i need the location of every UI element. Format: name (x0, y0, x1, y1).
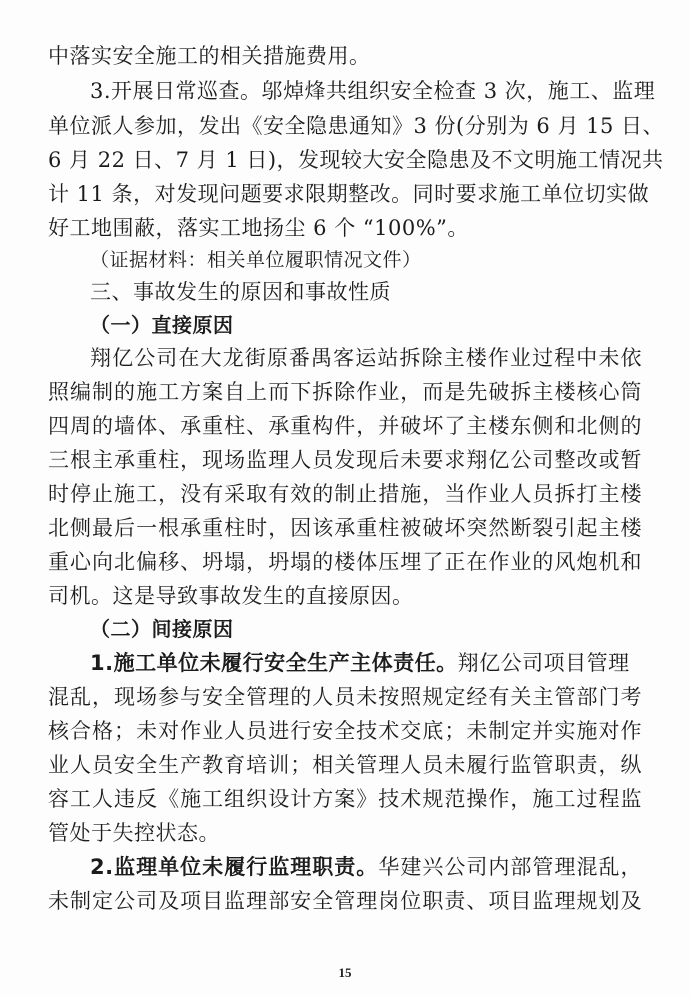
subsection-heading-indirect-cause: （二）间接原因 (90, 617, 234, 641)
paragraph-line: 照编制的施工方案自上而下拆除作业，而是先破拆主楼核心筒 (48, 380, 642, 404)
paragraph-line: 混乱，现场参与安全管理的人员未按照规定经有关主管部门考 (48, 685, 642, 709)
paragraph-line: 管处于失控状态。 (48, 821, 220, 845)
paragraph-line: 单位派人参加，发出《安全隐患通知》3 份(分别为 6 月 15 日、 (48, 114, 665, 138)
item-heading-construction-unit: 1.施工单位未履行安全生产主体责任。 (90, 651, 458, 675)
paragraph-line (90, 853, 642, 881)
paragraph-line: 三根主承重柱，现场监理人员发现后未要求翔亿公司整改或暂 (48, 448, 642, 472)
paragraph-line (90, 649, 642, 677)
paragraph-line: 重心向北偏移、坍塌，坍塌的楼体压埋了正在作业的风炮机和 (48, 550, 642, 574)
paragraph-line: 翔亿公司在大龙街原番禺客运站拆除主楼作业过程中未依 (90, 346, 642, 370)
paragraph-line: 3.开展日常巡查。邬焯烽共组织安全检查 3 次，施工、监理 (90, 79, 656, 103)
paragraph-line: 北侧最后一根承重柱时，因该承重柱被破坏突然断裂引起主楼 (48, 516, 642, 540)
item-text: 华建兴公司内部管理混乱， (378, 855, 642, 879)
paragraph-line: 未制定公司及项目监理部安全管理岗位职责、项目监理规划及 (48, 889, 642, 913)
item-heading-supervision-unit: 2.监理单位未履行监理职责。 (90, 855, 379, 879)
paragraph-line: 业人员安全生产教育培训；相关管理人员未履行监管职责，纵 (48, 753, 642, 777)
paragraph-line: 时停止施工，没有采取有效的制止措施，当作业人员拆打主楼 (48, 482, 642, 506)
paragraph-line: 好工地围蔽，落实工地扬尘 6 个 “100%”。 (48, 216, 469, 240)
paragraph-line: 四周的墙体、承重柱、承重构件，并破坏了主楼东侧和北侧的 (48, 414, 642, 438)
subsection-heading-direct-cause: （一）直接原因 (90, 313, 234, 337)
evidence-note: （证据材料：相关单位履职情况文件） (90, 249, 422, 271)
paragraph-line: 6 月 22 日、7 月 1 日)，发现较大安全隐患及不文明施工情况共 (48, 148, 664, 172)
paragraph-line: 司机。这是导致事故发生的直接原因。 (48, 584, 414, 608)
section-heading: 三、事故发生的原因和事故性质 (90, 280, 391, 304)
paragraph-line: 核合格；未对作业人员进行安全技术交底；未制定并实施对作 (48, 719, 642, 743)
paragraph-line: 中落实安全施工的相关措施费用。 (48, 44, 371, 68)
paragraph-line: 容工人违反《施工组织设计方案》技术规范操作，施工过程监 (48, 787, 642, 811)
page-number: 15 (338, 965, 352, 980)
item-text: 翔亿公司项目管理 (457, 651, 630, 675)
paragraph-line: 计 11 条，对发现问题要求限期整改。同时要求施工单位切实做 (48, 182, 650, 206)
